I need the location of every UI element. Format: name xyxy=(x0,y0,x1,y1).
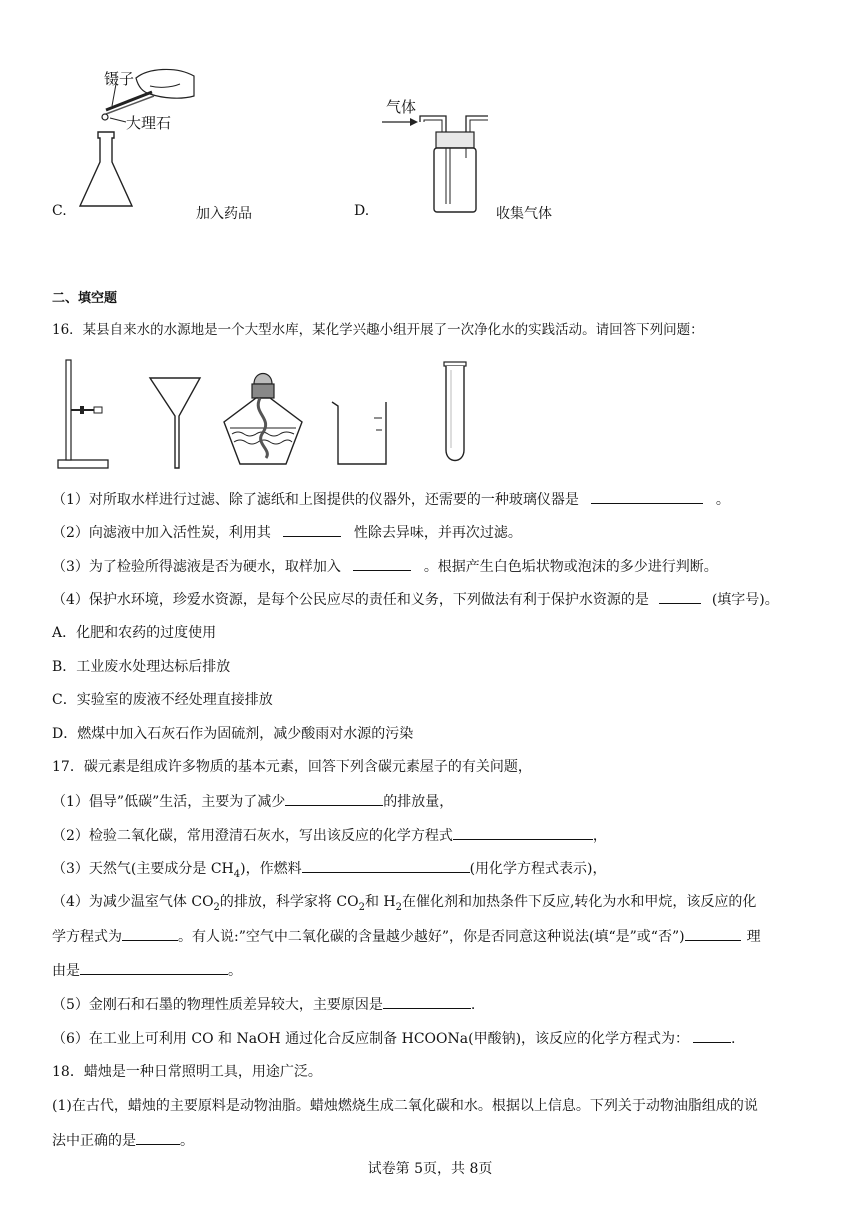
q17-p2-end: ， xyxy=(592,828,607,844)
q17-p4 xyxy=(52,892,756,918)
q17-p6-blank[interactable] xyxy=(693,1028,731,1043)
alcohol-lamp-icon xyxy=(222,358,306,470)
q16-p2 xyxy=(52,522,522,543)
q17-p4-blank1[interactable] xyxy=(122,926,178,941)
q16-option-d: D．燃煤中加入石灰石作为固硫剂，减少酸雨对水源的污染 xyxy=(52,726,414,742)
q17-p4-blank2[interactable] xyxy=(685,926,741,941)
q17-p4-text-f: 。有人说:”空气中二氧化碳的含量越少越好”，你是否同意这种说法(填“是”或“否”) xyxy=(178,929,685,945)
page-footer: 试卷第 5页，共 8页 xyxy=(367,1161,493,1177)
q17-p3 xyxy=(52,858,607,885)
q17-p4-text-g: 理 xyxy=(746,929,761,945)
q17-p5-blank[interactable] xyxy=(383,994,471,1009)
q17-p5-text: （5）金刚石和石墨的物理性质差异较大，主要原因是 xyxy=(52,997,383,1013)
q17-p4-sub3: 2 xyxy=(395,901,402,913)
q17-p4-sub2: 2 xyxy=(358,901,365,913)
q16-stem: 16．某县自来水的水源地是一个大型水库，某化学兴趣小组开展了一次净化水的实践活动。请回答下列问题： xyxy=(52,322,704,338)
q17-p2-text: （2）检验二氧化碳，常用澄清石灰水，写出该反应的化学方程式 xyxy=(52,828,453,844)
option-d-caption: 收集气体 xyxy=(496,206,552,222)
q16-p2-end: 性除去异味，并再次过滤。 xyxy=(353,525,522,541)
q17-p4-text-e: 学方程式为 xyxy=(52,929,122,945)
beaker-icon xyxy=(330,398,392,468)
q17-p5-end: . xyxy=(470,997,476,1013)
q17-p4-line2 xyxy=(52,926,761,947)
flask-tweezers-figure xyxy=(76,66,196,216)
q16-p4-text: （4）保护水环境，珍爱水资源，是每个公民应尽的责任和义务，下列做法有利于保护水资源的是 xyxy=(52,592,649,608)
q17-p1-text: （1）倡导”低碳”生活，主要为了减少 xyxy=(52,794,286,810)
q17-p4-sub1: 2 xyxy=(213,901,220,913)
q16-p4 xyxy=(52,589,779,610)
q17-stem: 17．碳元素是组成许多物质的基本元素，回答下列含碳元素屋子的有关问题， xyxy=(52,759,532,775)
q17-p5 xyxy=(52,994,475,1015)
q17-p6 xyxy=(52,1028,735,1049)
q16-option-b: B．工业废水处理达标后排放 xyxy=(52,659,231,675)
q16-p4-blank[interactable] xyxy=(659,589,701,604)
gas-label: 气体 xyxy=(386,98,417,116)
q17-p4-text-a: （4）为减少温室气体 CO xyxy=(52,894,214,910)
q18-p1-blank[interactable] xyxy=(136,1130,180,1145)
q17-p4-text-h: 由是 xyxy=(52,963,80,979)
marble-label: 大理石 xyxy=(126,114,172,132)
q17-p3-text: （3）天然气(主要成分是 CH xyxy=(52,861,234,877)
q17-p3-blank[interactable] xyxy=(302,858,470,873)
option-c-label: C. xyxy=(52,203,67,219)
option-d-label: D. xyxy=(354,203,370,219)
q17-p1 xyxy=(52,791,453,812)
q17-p4-text-c: 和 H xyxy=(364,894,396,910)
q16-p3 xyxy=(52,556,718,577)
q17-p2 xyxy=(52,825,607,846)
option-c-caption: 加入药品 xyxy=(196,206,252,222)
q17-p4-text-i: 。 xyxy=(228,963,242,979)
q18-p1-line2 xyxy=(52,1130,194,1151)
section-title: 二、填空题 xyxy=(52,291,118,306)
q17-p6-end: . xyxy=(731,1031,736,1047)
q17-p2-blank[interactable] xyxy=(453,825,593,840)
q18-p1-end: 。 xyxy=(180,1133,194,1149)
q16-p3-blank[interactable] xyxy=(353,556,411,571)
funnel-icon xyxy=(148,376,202,470)
q17-p1-end: 的排放量， xyxy=(383,794,454,810)
q16-p1-end: 。 xyxy=(715,492,730,508)
q16-p1-blank[interactable] xyxy=(591,489,703,504)
tweezers-label: 镊子 xyxy=(104,70,135,88)
q18-p1-text: 法中正确的是 xyxy=(52,1133,136,1149)
iron-stand-icon xyxy=(56,358,112,470)
q16-p1 xyxy=(52,489,730,510)
q16-p1-text: （1）对所取水样进行过滤、除了滤纸和上图提供的仪器外，还需要的一种玻璃仪器是 xyxy=(52,492,579,508)
q16-option-c: C．实验室的废液不经处理直接排放 xyxy=(52,692,273,708)
q17-p1-blank[interactable] xyxy=(285,791,383,806)
q16-p3-end: 。根据产生白色垢状物或泡沫的多少进行判断。 xyxy=(423,559,718,575)
q17-p6-text: （6）在工业上可利用 CO 和 NaOH 通过化合反应制备 HCOONa(甲酸钠)，该反应的化学方程式为： xyxy=(52,1031,690,1047)
q17-p4-text-d: 在催化剂和加热条件下反应,转化为水和甲烷，该反应的化 xyxy=(401,894,757,910)
q16-option-a: A．化肥和农药的过度使用 xyxy=(52,625,217,641)
q16-p2-blank[interactable] xyxy=(283,522,341,537)
q17-p4-line3 xyxy=(52,960,242,981)
q18-p1: (1)在古代，蜡烛的主要原料是动物油脂。蜡烛燃烧生成二氧化碳和水。根据以上信息。下列关于动物油脂组成的说 xyxy=(52,1098,758,1114)
q17-p4-text-b: 的排放，科学家将 CO xyxy=(219,894,359,910)
q17-p3-subscript: 4 xyxy=(233,868,241,880)
q16-p2-text: （2）向滤液中加入活性炭，利用其 xyxy=(52,525,271,541)
q17-p3-mid: )，作燃料 xyxy=(240,861,302,877)
test-tube-icon xyxy=(442,360,470,464)
q18-stem: 18．蜡烛是一种日常照明工具，用途广泛。 xyxy=(52,1064,322,1080)
q17-p3-end: (用化学方程式表示)， xyxy=(469,861,607,877)
q16-p3-text: （3）为了检验所得滤液是否为硬水，取样加入 xyxy=(52,559,341,575)
q16-p4-end: (填字号)。 xyxy=(711,592,779,608)
q17-p4-blank3[interactable] xyxy=(80,960,228,975)
